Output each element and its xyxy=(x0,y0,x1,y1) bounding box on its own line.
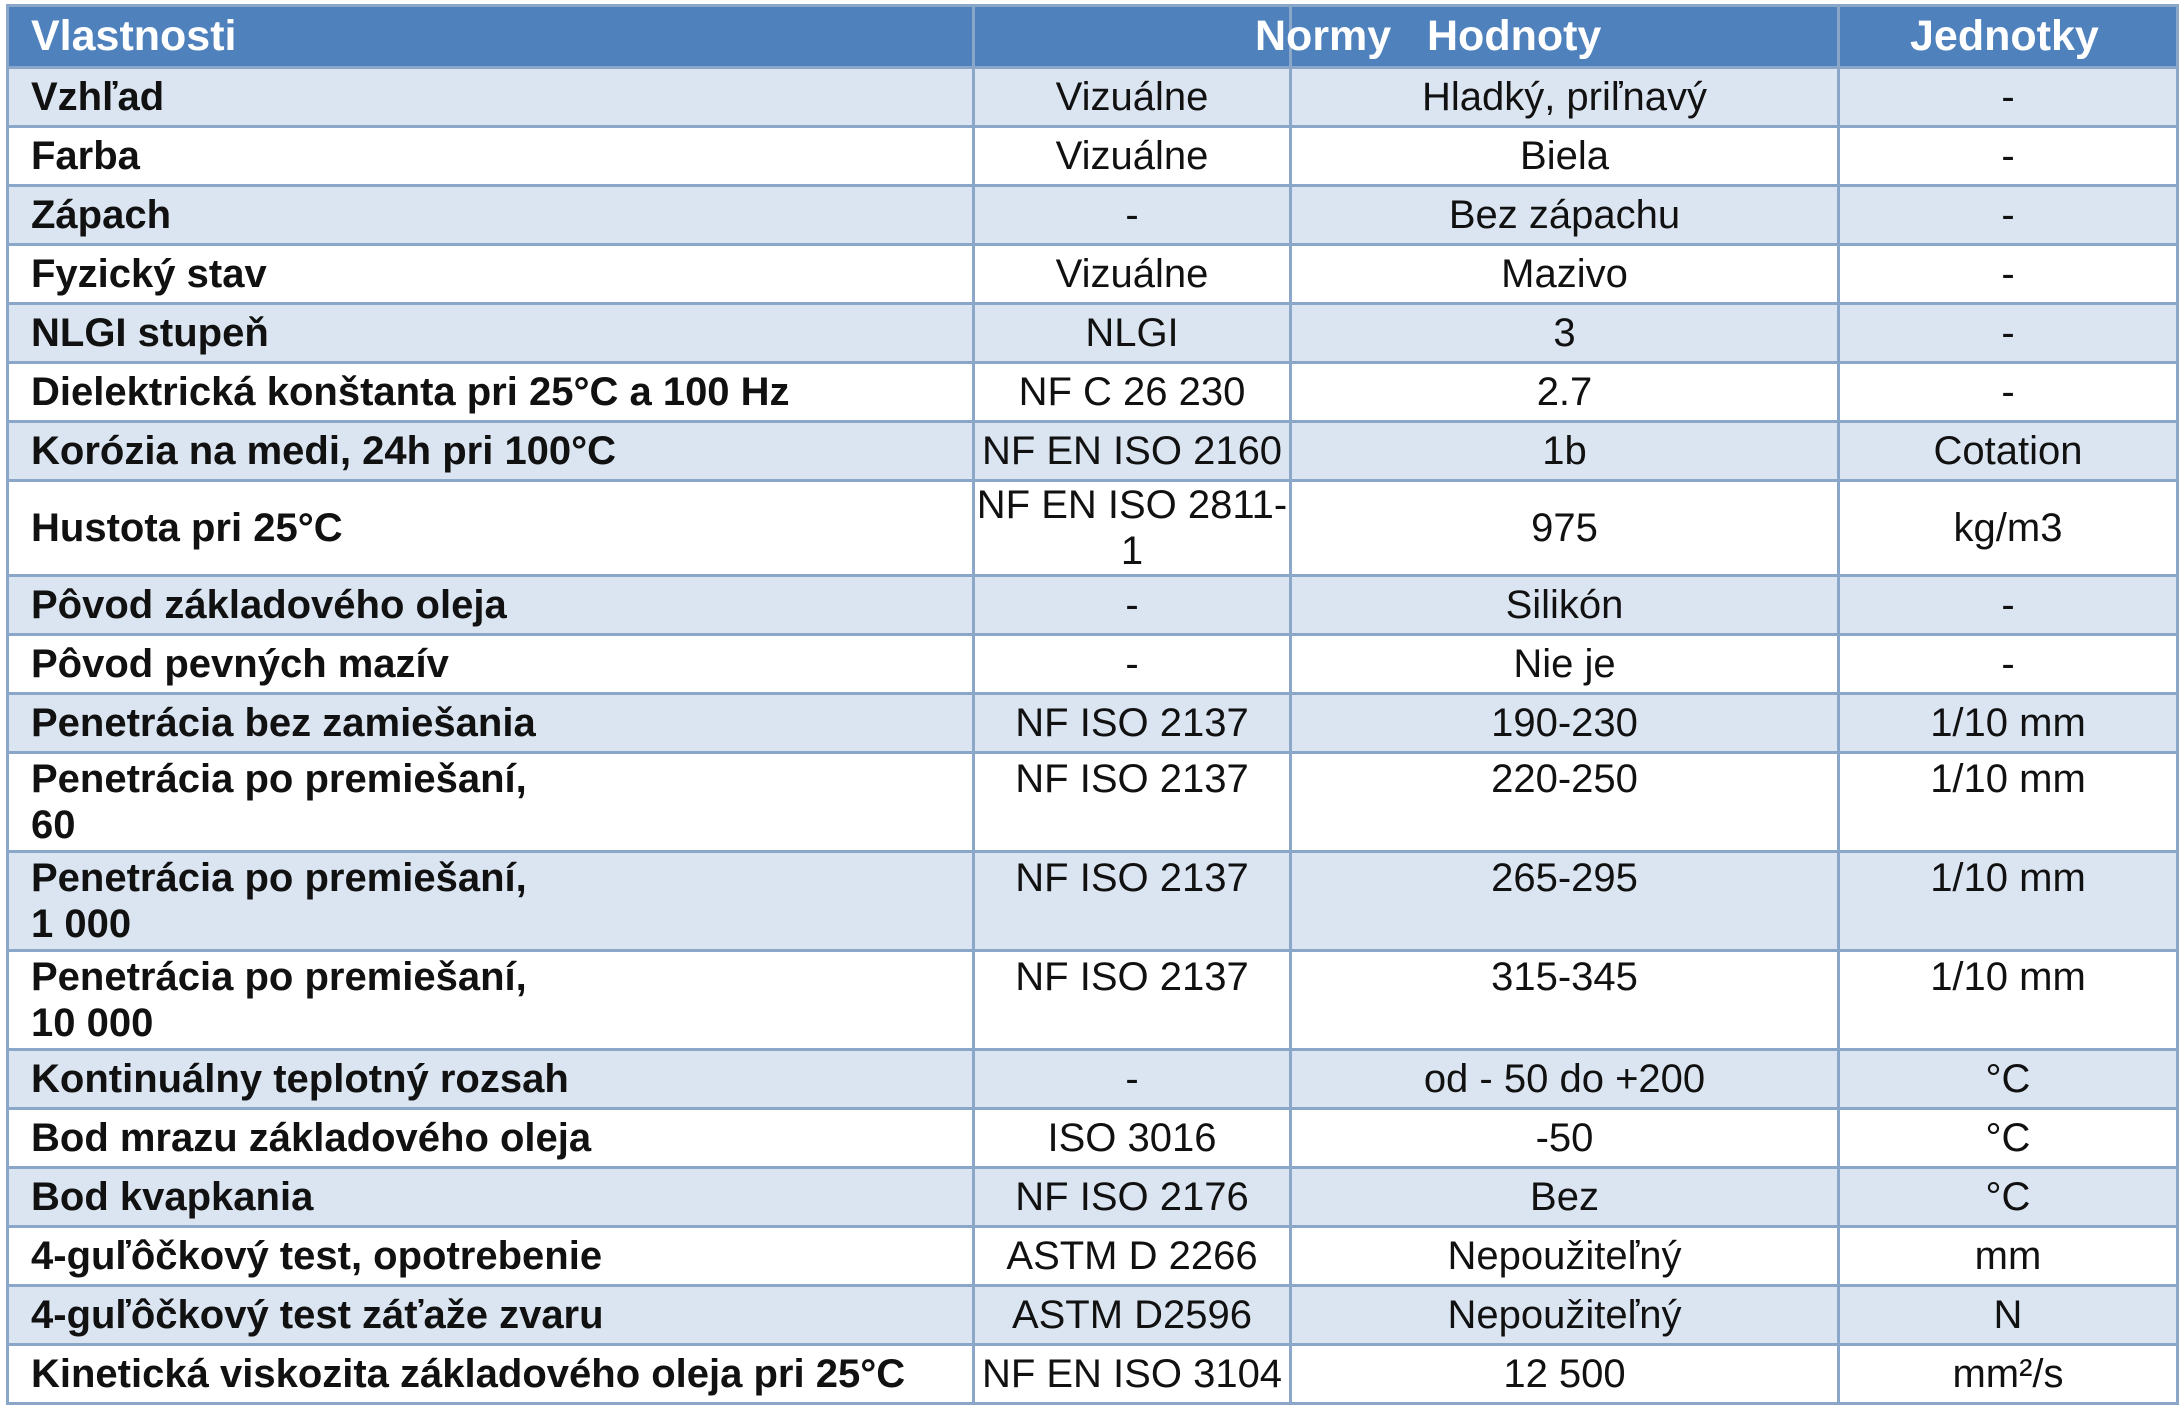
cell-value-text: 3 xyxy=(1553,311,1576,355)
table-row xyxy=(8,186,2178,245)
cell-norm xyxy=(974,1168,1291,1227)
cell-property-text: Penetrácia bez zamiešania xyxy=(31,701,536,745)
cell-norm xyxy=(974,245,1291,304)
cell-unit xyxy=(1839,68,2178,127)
cell-value xyxy=(1291,68,1839,127)
cell-value-text: Bez zápachu xyxy=(1448,193,1681,237)
properties-table xyxy=(6,4,2179,1405)
cell-value-text: od - 50 do +200 xyxy=(1423,1057,1706,1101)
cell-unit xyxy=(1839,1227,2178,1286)
table-row xyxy=(8,694,2178,753)
cell-unit-text: 1/10 mm xyxy=(1930,955,2086,999)
cell-norm xyxy=(974,68,1291,127)
table-row xyxy=(8,363,2178,422)
cell-value xyxy=(1291,245,1839,304)
cell-unit-text: - xyxy=(2001,642,2015,686)
cell-norm xyxy=(974,481,1291,576)
cell-norm-text: Vizuálne xyxy=(1055,75,1209,119)
table-row xyxy=(8,422,2178,481)
cell-value xyxy=(1291,1345,1839,1404)
cell-unit-text: - xyxy=(2001,75,2015,119)
table-row xyxy=(8,68,2178,127)
cell-property-text: Penetrácia po premiešaní, 10 000 xyxy=(31,955,527,1045)
cell-value-text: Nie je xyxy=(1513,642,1616,686)
cell-property xyxy=(8,1109,974,1168)
cell-property-text: Penetrácia po premiešaní, 60 xyxy=(31,757,527,847)
cell-norm xyxy=(974,1286,1291,1345)
cell-property-text: Fyzický stav xyxy=(31,252,267,296)
cell-norm-text: ASTM D 2266 xyxy=(1006,1234,1258,1278)
cell-value-text: Nepoužiteľný xyxy=(1447,1293,1682,1337)
cell-norm-text: NLGI xyxy=(1085,311,1179,355)
cell-norm xyxy=(974,951,1291,1050)
cell-property xyxy=(8,1050,974,1109)
cell-unit xyxy=(1839,245,2178,304)
table-row xyxy=(8,1345,2178,1404)
table-row xyxy=(8,304,2178,363)
cell-unit xyxy=(1839,304,2178,363)
cell-unit xyxy=(1839,1109,2178,1168)
cell-value xyxy=(1291,304,1839,363)
cell-unit-text: - xyxy=(2001,311,2015,355)
cell-property xyxy=(8,422,974,481)
cell-property-text: Korózia na medi, 24h pri 100°C xyxy=(31,429,617,473)
cell-property xyxy=(8,1345,974,1404)
cell-norm-text: NF EN ISO 2811-1 xyxy=(976,483,1288,573)
cell-unit xyxy=(1839,753,2178,852)
cell-unit xyxy=(1839,951,2178,1050)
cell-value-text: 315-345 xyxy=(1491,955,1638,999)
cell-norm-text: NF ISO 2137 xyxy=(1015,701,1249,745)
cell-value-text: Silikón xyxy=(1505,583,1624,627)
cell-norm xyxy=(974,127,1291,186)
cell-norm xyxy=(974,576,1291,635)
cell-property-text: Bod mrazu základového oleja xyxy=(31,1116,592,1160)
cell-unit-text: 1/10 mm xyxy=(1930,856,2086,900)
cell-property-text: 4-guľôčkový test, opotrebenie xyxy=(31,1234,603,1278)
table-row xyxy=(8,852,2178,951)
cell-property-text: Bod kvapkania xyxy=(31,1175,314,1219)
cell-property xyxy=(8,363,974,422)
cell-property xyxy=(8,245,974,304)
cell-property xyxy=(8,1168,974,1227)
cell-unit-text: Cotation xyxy=(1933,429,2083,473)
cell-norm xyxy=(974,852,1291,951)
cell-norm xyxy=(974,1109,1291,1168)
cell-value xyxy=(1291,852,1839,951)
table-row xyxy=(8,635,2178,694)
header-values: Hodnoty xyxy=(1291,6,1839,68)
cell-norm-text: NF EN ISO 3104 xyxy=(981,1352,1283,1396)
cell-value xyxy=(1291,127,1839,186)
cell-property xyxy=(8,68,974,127)
cell-value-text: 190-230 xyxy=(1491,701,1638,745)
cell-norm-text: NF ISO 2137 xyxy=(1015,955,1249,999)
cell-property xyxy=(8,481,974,576)
cell-property xyxy=(8,951,974,1050)
header-properties: Vlastnosti xyxy=(8,6,974,68)
cell-norm xyxy=(974,1227,1291,1286)
cell-norm-text: NF EN ISO 2160 xyxy=(981,429,1283,473)
cell-property-text: Pôvod pevných mazív xyxy=(31,642,449,686)
cell-norm-text: ISO 3016 xyxy=(1047,1116,1217,1160)
cell-norm xyxy=(974,753,1291,852)
cell-property-text: Farba xyxy=(31,134,140,178)
cell-unit xyxy=(1839,422,2178,481)
cell-property-text: Vzhľad xyxy=(31,75,165,119)
cell-value xyxy=(1291,363,1839,422)
cell-unit-text: - xyxy=(2001,193,2015,237)
cell-norm-text: - xyxy=(1125,583,1139,627)
cell-norm-text: Vizuálne xyxy=(1055,252,1209,296)
cell-property xyxy=(8,576,974,635)
cell-property xyxy=(8,1286,974,1345)
cell-unit-text: N xyxy=(1993,1293,2023,1337)
cell-norm xyxy=(974,1050,1291,1109)
cell-norm xyxy=(974,304,1291,363)
cell-value-text: Bez xyxy=(1530,1175,1599,1219)
cell-value-text: Mazivo xyxy=(1501,252,1628,296)
cell-value-text: 1b xyxy=(1542,429,1587,473)
cell-norm xyxy=(974,635,1291,694)
table-row xyxy=(8,1227,2178,1286)
cell-norm-text: - xyxy=(1125,193,1139,237)
table-row xyxy=(8,481,2178,576)
cell-value xyxy=(1291,1227,1839,1286)
cell-unit xyxy=(1839,635,2178,694)
cell-value xyxy=(1291,753,1839,852)
cell-unit-text: - xyxy=(2001,252,2015,296)
table-row xyxy=(8,127,2178,186)
cell-property-text: Dielektrická konštanta pri 25°C a 100 Hz xyxy=(31,370,790,414)
header-norms: Normy xyxy=(974,6,1291,68)
cell-unit xyxy=(1839,852,2178,951)
cell-value xyxy=(1291,1050,1839,1109)
cell-norm-text: - xyxy=(1125,642,1139,686)
header-units: Jednotky xyxy=(1839,6,2178,68)
cell-unit xyxy=(1839,694,2178,753)
table-header-row xyxy=(8,6,2178,68)
cell-property xyxy=(8,635,974,694)
cell-property-text: Pôvod základového oleja xyxy=(31,583,507,627)
cell-norm xyxy=(974,186,1291,245)
cell-value xyxy=(1291,635,1839,694)
cell-norm-text: NF ISO 2137 xyxy=(1015,757,1249,801)
cell-property xyxy=(8,127,974,186)
cell-unit xyxy=(1839,1168,2178,1227)
cell-value-text: Nepoužiteľný xyxy=(1447,1234,1682,1278)
cell-value xyxy=(1291,694,1839,753)
cell-value xyxy=(1291,1109,1839,1168)
cell-unit-text: mm xyxy=(1974,1234,2042,1278)
cell-value-text: 2.7 xyxy=(1536,370,1593,414)
cell-property-text: Kinetická viskozita základového oleja pri 25°C xyxy=(31,1352,906,1396)
cell-property-text: NLGI stupeň xyxy=(31,311,269,355)
cell-property xyxy=(8,304,974,363)
cell-property-text: Penetrácia po premiešaní, 1 000 xyxy=(31,856,527,946)
cell-property xyxy=(8,186,974,245)
cell-unit xyxy=(1839,576,2178,635)
cell-value xyxy=(1291,1168,1839,1227)
cell-value-text: Biela xyxy=(1520,134,1609,178)
cell-norm-text: - xyxy=(1125,1057,1139,1101)
cell-norm xyxy=(974,422,1291,481)
cell-norm-text: NF ISO 2137 xyxy=(1015,856,1249,900)
cell-unit-text: - xyxy=(2001,134,2015,178)
cell-norm xyxy=(974,694,1291,753)
cell-value xyxy=(1291,422,1839,481)
cell-norm-text: ASTM D2596 xyxy=(1011,1293,1253,1337)
table-row xyxy=(8,753,2178,852)
cell-norm xyxy=(974,1345,1291,1404)
cell-unit xyxy=(1839,1345,2178,1404)
cell-value xyxy=(1291,1286,1839,1345)
cell-property xyxy=(8,1227,974,1286)
cell-unit-text: °C xyxy=(1985,1175,2031,1219)
cell-property-text: Hustota pri 25°C xyxy=(31,506,343,550)
cell-value-text: 12 500 xyxy=(1503,1352,1626,1396)
table-row xyxy=(8,245,2178,304)
cell-unit-text: kg/m3 xyxy=(1953,506,2063,550)
cell-unit-text: mm²/s xyxy=(1952,1352,2064,1396)
cell-property-text: Zápach xyxy=(31,193,172,237)
cell-norm-text: Vizuálne xyxy=(1055,134,1209,178)
cell-unit xyxy=(1839,481,2178,576)
table-row xyxy=(8,576,2178,635)
cell-value-text: 265-295 xyxy=(1491,856,1638,900)
cell-unit-text: - xyxy=(2001,370,2015,414)
cell-unit-text: °C xyxy=(1985,1116,2031,1160)
table-row xyxy=(8,951,2178,1050)
cell-unit xyxy=(1839,186,2178,245)
cell-unit-text: °C xyxy=(1985,1057,2031,1101)
cell-unit xyxy=(1839,1286,2178,1345)
cell-unit-text: - xyxy=(2001,583,2015,627)
cell-unit-text: 1/10 mm xyxy=(1930,757,2086,801)
cell-property xyxy=(8,694,974,753)
table-row xyxy=(8,1050,2178,1109)
cell-norm xyxy=(974,363,1291,422)
cell-unit xyxy=(1839,363,2178,422)
cell-norm-text: NF C 26 230 xyxy=(1018,370,1246,414)
cell-value-text: -50 xyxy=(1535,1116,1594,1160)
cell-property xyxy=(8,753,974,852)
cell-value xyxy=(1291,576,1839,635)
cell-unit xyxy=(1839,127,2178,186)
table-row xyxy=(8,1109,2178,1168)
cell-unit xyxy=(1839,1050,2178,1109)
cell-property xyxy=(8,852,974,951)
table-row xyxy=(8,1286,2178,1345)
cell-unit-text: 1/10 mm xyxy=(1930,701,2086,745)
cell-norm-text: NF ISO 2176 xyxy=(1015,1175,1249,1219)
cell-value-text: Hladký, priľnavý xyxy=(1421,75,1708,119)
cell-value xyxy=(1291,481,1839,576)
cell-value xyxy=(1291,186,1839,245)
cell-value-text: 220-250 xyxy=(1491,757,1638,801)
table-row xyxy=(8,1168,2178,1227)
cell-value xyxy=(1291,951,1839,1050)
cell-property-text: Kontinuálny teplotný rozsah xyxy=(31,1057,569,1101)
cell-value-text: 975 xyxy=(1531,506,1598,550)
cell-property-text: 4-guľôčkový test záťaže zvaru xyxy=(31,1293,604,1337)
